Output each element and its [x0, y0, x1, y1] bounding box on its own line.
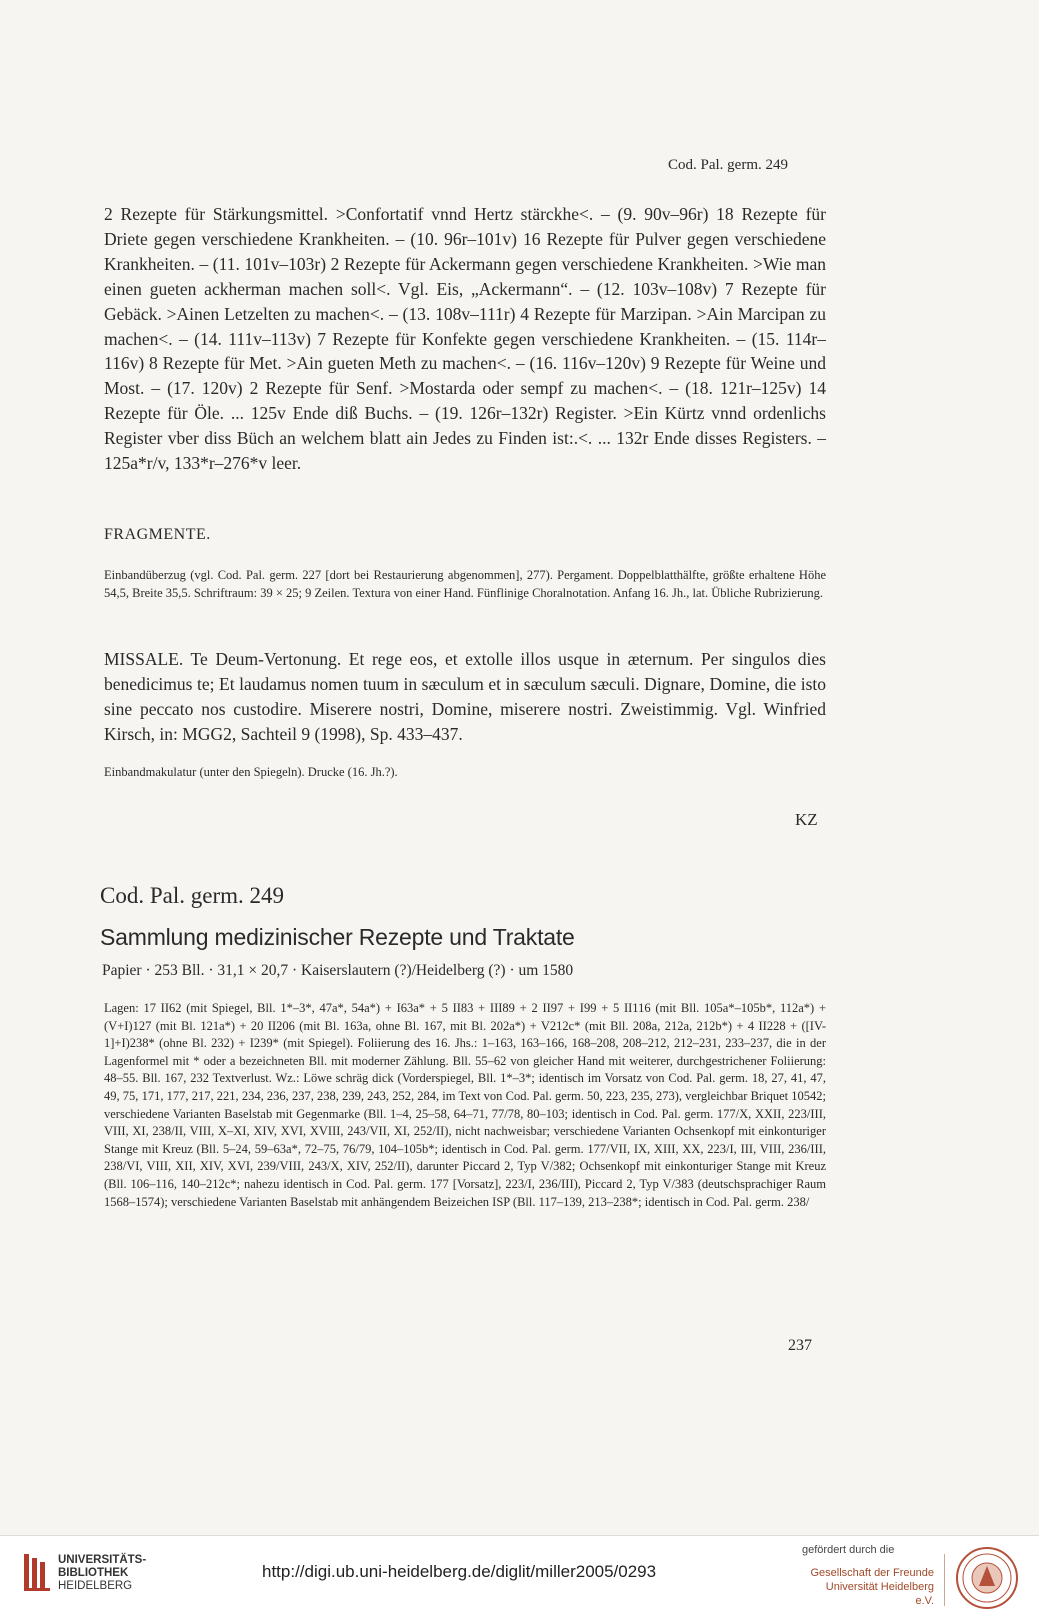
page-number: 237 [788, 1337, 812, 1354]
university-library-logo-icon [22, 1550, 52, 1594]
running-title: Cod. Pal. germ. 249 [668, 157, 788, 173]
society-line2: Universität Heidelberg e.V. [825, 1581, 934, 1607]
viewer-footer [0, 1535, 1039, 1613]
sponsor-label: gefördert durch die [802, 1544, 895, 1556]
codex-meta: Papier · 253 Bll. · 31,1 × 20,7 · Kaiserslautern (?)/Heidelberg (?) · um 1580 [102, 962, 574, 979]
lagen-description: Lagen: 17 II62 (mit Spiegel, Bll. 1*–3*, 47a*, 54a*) + I63a* + 5 II83 + III89 + 2 II97 + I99 + 5 II116 (mit Bll. 105a*–105b*, 112a*) + (V+I)127 (mit Bl. 121a*) + 20 II206 (mit Bl. 163a, ohne Bl. 167, mit Bl. 202a*) + V212c* (mit Bll. 208a, 212a, 212b*) + 4 II228 + ([IV-1]+I)238* (ohne Bl. 232) + I239* (mit Spiegel). Foliierung des 16. Jhs.: 1–163, 163–166, 168–208, 208–212, 212–231, 233–237, die in der Lagenformel mit * oder a bezeichneten Bll. mit moderner Zählung. Bll. 55–62 von gleicher Hand mit weiterer, durchgestrichener Foliierung: 48–55. Bll. 167, 232 Textverlust. Wz.: Löwe schräg dick (Vorderspiegel, Bll. 1*–3*; identisch im Vorsatz von Cod. Pal. germ. 18, 27, 41, 47, 49, 75, 171, 177, 217, 221, 234, 236, 237, 238, 239, 243, 252, 284, im Text von Cod. Pal. germ. 50, 223, 235, 273), vergleichbar Briquet 10542; verschiedene Varianten Baselstab mit Gegenmarke (Bll. 1–4, 25–58, 64–71, 77/78, 80–103; identisch in Cod. Pal. germ. 177/X, XXII, 223/III, VIII, XI, 238/II, VIII, X–XI, XIV, XVI, XVIII, 243/VII, XI, 252/II), nicht nachweisbar; verschiedene Varianten Ochsenkopf mit einkonturiger Stange mit Kreuz (Bll. 5–24, 59–63a*, 72–75, 76/79, 104–105b*; identisch in Cod. Pal. germ. 177/VII, IX, XIII, XX, 223/I, III, VIII, 236/III, 238/VI, VIII, XII, XIV, XVI, 239/VIII, 243/X, XIV, 252/II), darunter Piccard 2, Typ V/382; Ochsenkopf mit einkonturiger Stange mit Kreuz (Bll. 106–116, 140–212c*; nahezu identisch in Cod. Pal. germ. 177 [Vorsatz], 223/I, 236/III), Piccard 2, Typ V/383 (deutschsprachiger Raum 1568–1574); verschiedene Varianten Baselstab mit anhängendem Beizeichen ISP (Bll. 117–139, 213–238*; identisch in Cod. Pal. germ. 238/ [104, 1001, 826, 1209]
missale-paragraph: MISSALE. Te Deum-Vertonung. Et rege eos, et extolle illos usque in æternum. Per singulos dies benedicimus te; Et laudamus nomen tuum in sæculum et in sæculum sæculi. Dignare, Domine, die isto sine peccato nos custodire. Miserere nostri, Domine, miserere nostri. Zweistimmig. Vgl. Winfried Kirsch, in: MGG2, Sachteil 9 (1998), Sp. 433–437. [104, 649, 826, 744]
recipe-contents-paragraph: 2 Rezepte für Stärkungsmittel. >Confortatif vnnd Hertz stärckhe<. – (9. 90v–96r) 18 Rezepte für Driete gegen verschiedene Krankheiten. – (10. 96r–101v) 16 Rezepte für Pulver gegen verschiedene Krankheiten. – (11. 101v–103r) 2 Rezepte für Ackermann gegen verschiedene Krankheiten. >Wie man einen gueten ackherman machen soll<. Vgl. Eis, „Ackermann“. – (12. 103v–108v) 7 Rezepte für Gebäck. >Ainen Letzelten zu machen<. – (13. 108v–111r) 4 Rezepte für Marzipan. >Ain Marcipan zu machen<. – (14. 111v–113v) 7 Rezepte für Konfekte gegen verschiedene Krankheiten. – (15. 114r–116v) 8 Rezepte für Met. >Ain gueten Meth zu machen<. – (16. 116v–120v) 9 Rezepte für Weine und Most. – (17. 120v) 2 Rezepte für Senf. >Mostarda oder sempf zu machen<. – (18. 121r–125v) 14 Rezepte für Öle. ... 125v Ende diß Buchs. – (19. 126r–132r) Register. >Ein Kürtz vnnd ordenlichs Register vber diss Büch an welchem blatt ain Jedes zu Finden ist:.<. ... 132r Ende disses Registers. – 125a*r/v, 133*r–276*v leer. [104, 204, 826, 474]
library-name-line3: HEIDELBERG [58, 1580, 133, 1592]
library-name [58, 1554, 146, 1593]
university-seal-icon [955, 1546, 1019, 1610]
society-name [806, 1566, 934, 1608]
footer-divider [944, 1554, 945, 1606]
author-initials: KZ [795, 810, 818, 829]
library-name-line1: UNIVERSITÄTS- [58, 1554, 147, 1566]
einbandmakulatur-note: Einbandmakulatur (unter den Spiegeln). Drucke (16. Jh.?). [104, 765, 398, 779]
society-line1: Gesellschaft der Freunde [810, 1567, 934, 1579]
permalink-url[interactable]: http://digi.ub.uni-heidelberg.de/diglit/miller2005/0293 [262, 1562, 657, 1581]
codex-shelfmark: Cod. Pal. germ. 249 [100, 883, 284, 908]
codex-title: Sammlung medizinischer Rezepte und Traktate [100, 924, 575, 950]
fragmente-heading: FRAGMENTE. [104, 526, 211, 543]
library-name-line2: BIBLIOTHEK [58, 1567, 129, 1579]
fragmente-description: Einbandüberzug (vgl. Cod. Pal. germ. 227 [dort bei Restaurierung abgenommen], 277). Pergament. Doppelblatthälfte, größte erhaltene Höhe 54,5, Breite 35,5. Schriftraum: 39 × 25; 9 Zeilen. Textura von einer Hand. Fünflinige Choralnotation. Anfang 16. Jh., lat. Übliche Rubrizierung. [104, 568, 826, 600]
